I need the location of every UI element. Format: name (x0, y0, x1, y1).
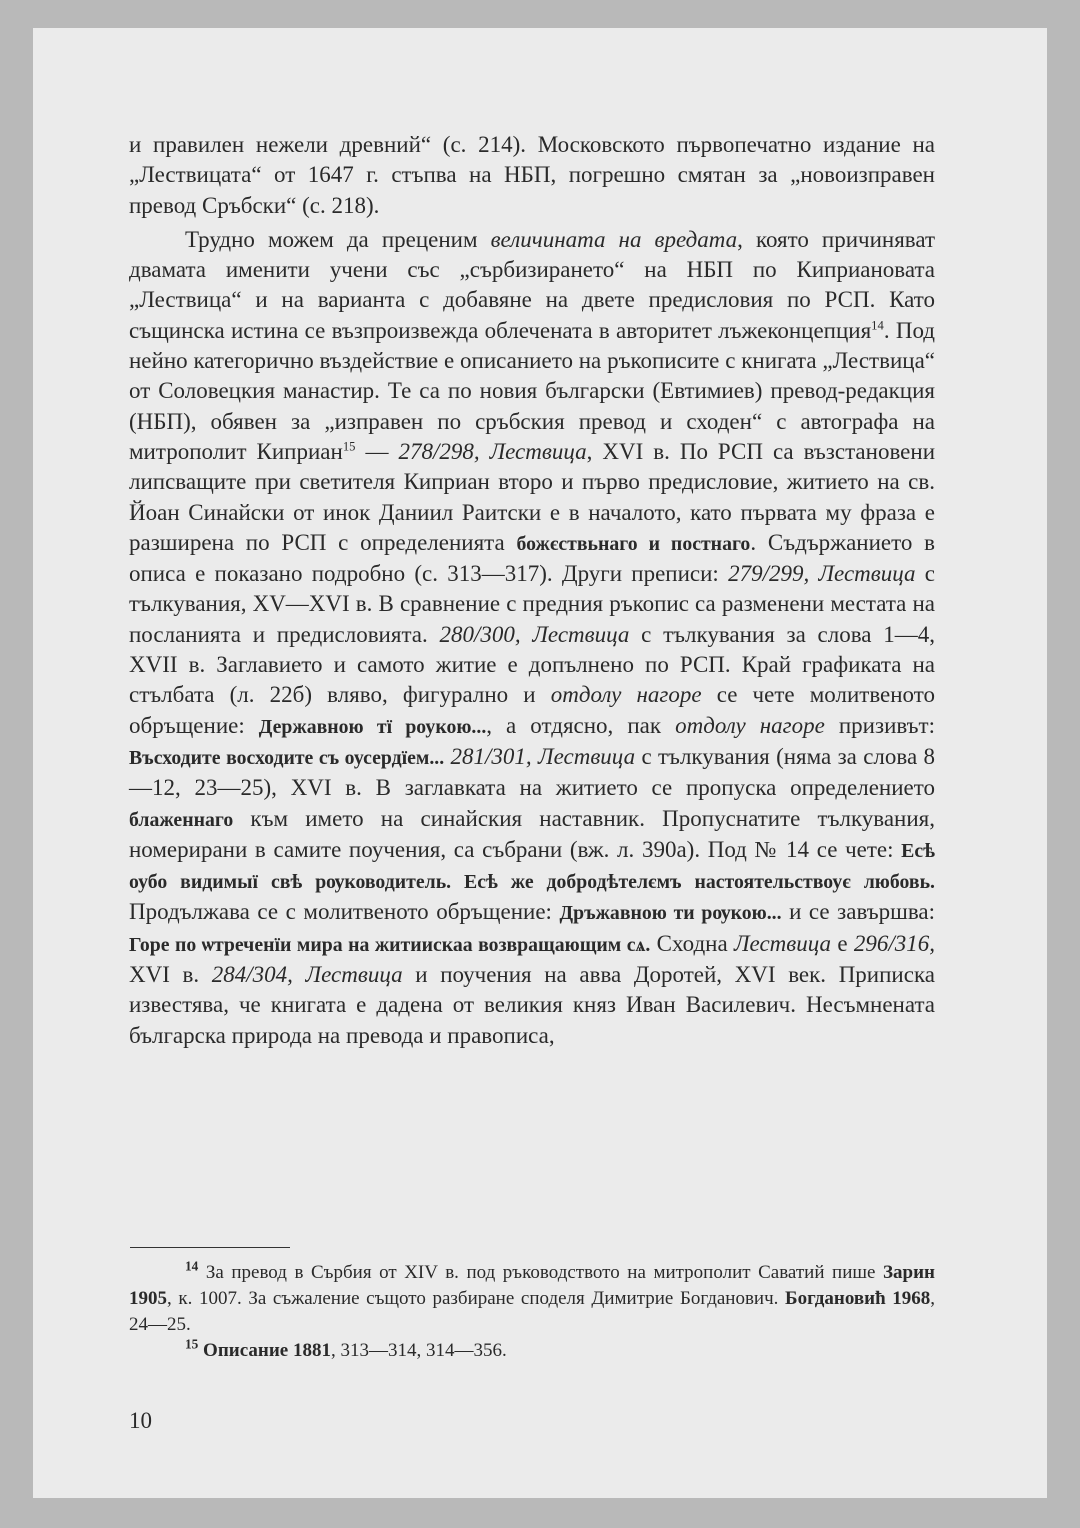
p2-seg: с тълкувания, XV—XVI в. В сравнение с предния ръкопис са разменени местата на посланията и предисловията. (129, 561, 935, 647)
manuscript-ref: 280/300, Лествица (439, 621, 630, 647)
p2-seg: Продължава се с молитвеното обръщение: (129, 899, 560, 925)
p2-seg: — (355, 438, 399, 464)
p2-seg: XVI в. (129, 962, 212, 988)
footnotes (129, 1260, 935, 1364)
main-text (129, 130, 935, 1051)
paragraph-2 (129, 225, 935, 1051)
fn-seg: , 313—314, 314—356. (330, 1340, 507, 1361)
p2-seg: е (831, 930, 854, 956)
p2-seg: с тълкувания за слова 1—4, XVII в. Заглавието и самото житие е допълнено по РСП. Край графиката на стълбата (л. 22б) вляво, фигурално и (129, 621, 935, 708)
footnote-15 (129, 1338, 935, 1364)
p2-seg: . Съдържанието в описа е показано подробно (с. 313—317). Други преписи: (129, 529, 935, 587)
fn-citation: Зарин 1905 (129, 1262, 935, 1309)
p2-seg: , която причиняват двамата именити учени със „сърбизирането“ на НБП по Киприановата „Лествица“ и на варианта с добавяне на двете предисловия по РСП. Като същинска истина се възпроизвежда облечената в авторитет лъжеконцепция (129, 226, 935, 343)
p2-seg: към името на синайския наставник. Пропуснатите тълкувания, номерирани в самите поучения, са събрани (вж. л. 390а). Под № 14 се чете: (129, 805, 935, 862)
footnote-separator (130, 1247, 290, 1248)
p2-seg: . Под нейно категорично въздействие е описанието на ръкописите с книгата „Лествица“ от Соловецкия манастир. Те са по новия български (Евтимиев) превод-редакция (НБП), обявен за „изправен по сръбския превод и сходен“ с автографа на митрополит Киприан (129, 317, 935, 464)
p2-seg: Трудно можем да преценим (185, 226, 491, 252)
slavonic-quote: божєствьнаго и постнаго (516, 532, 751, 555)
paragraph-1: и правилен нежели древний“ (с. 214). Московското първопечатно издание на „Лествицата“ от 1647 г. стъпва на НБП, погрешно смятан за „новоизправен превод Сръбски“ (с. 218). (129, 132, 935, 218)
slavonic-quote: блаженнаго (129, 808, 234, 831)
slavonic-quote: Дръжавною ти рѹкою... (559, 902, 782, 925)
slavonic-quote: Въсходите восходите съ оусердїем... (129, 746, 445, 769)
p2-seg: се чете молитвеното обръщение: (129, 682, 936, 738)
p2-seg: с тълкувания (няма за слова 8—12, 23—25), XVI в. В заглавката на житието се пропуска определението (129, 743, 936, 801)
page-number: 10 (129, 1408, 152, 1433)
manuscript-ref: 278/298, Лествица (398, 438, 587, 464)
footnote-number: 15 (185, 1336, 199, 1352)
manuscript-ref: 296/316, (853, 930, 935, 956)
footnote-number: 14 (185, 1258, 199, 1274)
footnote-ref-15[interactable]: 15 (342, 439, 356, 454)
manuscript-ref: 281/301, Лествица (450, 743, 636, 769)
slavonic-quote: Державною тї роукою... (258, 715, 487, 738)
fn-citation: Описание 1881 (198, 1340, 331, 1361)
slavonic-quote: Горе по ѡтреченїи мира на житиискаа возвращающим сѧ. (129, 933, 651, 956)
footnote-14 (129, 1260, 935, 1338)
p2-seg: , а отдясно, пак (486, 712, 676, 738)
slavonic-quote: Есѣ оубо видимыї свѣ рѹководитель. Есѣ же добродѣтелємъ настоятельствоує любовь. (129, 839, 935, 894)
p2-seg: призивът: (824, 712, 936, 738)
p2-seg: , XVI в. По РСП са възстановени липсващите при светителя Киприан второ и първо предисловие, житието на св. Йоан Синайски от инок Даниил Раитски е в началото, като първата му фраза е разширена по РСП с определенията (129, 438, 935, 555)
footnote-ref-14[interactable]: 14 (871, 318, 884, 333)
fn-citation: Богдановић 1968 (785, 1288, 931, 1309)
italic-phrase: отдолу нагоре (550, 682, 702, 708)
p2-italic-phrase: величината на вредата (490, 226, 738, 252)
p2-seg: и се завършва: (781, 899, 935, 925)
italic-phrase: отдолу нагоре (675, 712, 825, 738)
fn-seg: За превод в Сърбия от XIV в. под ръководството на митрополит Саватий пише (198, 1262, 883, 1283)
p2-seg: и поучения на авва Доротей, XVI век. Приписка известява, че книгата е дадена от великия княз Иван Василевич. Несъмнената българска природа на превода и правописа, (129, 962, 935, 1048)
manuscript-ref: 284/304, Лествица (211, 962, 403, 988)
p2-seg: Сходна (650, 930, 734, 956)
fn-seg: , к. 1007. За съжаление същото разбиране споделя Димитрие Богданович. (167, 1288, 786, 1309)
manuscript-ref: 279/299, Лествица (728, 561, 916, 587)
fn-seg: , 24—25. (129, 1288, 935, 1335)
italic-title: Лествица (733, 930, 832, 956)
